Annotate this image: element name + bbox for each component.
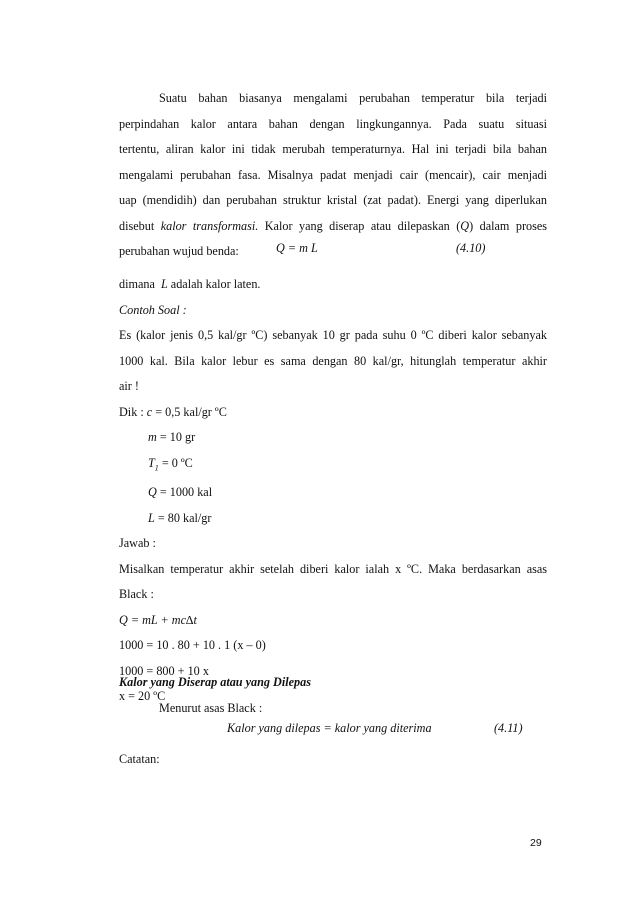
definition-line: dimana L adalah kalor laten. [119,277,261,291]
known-m: m = 10 gr [148,430,196,444]
example-block [119,272,547,710]
equation-4-10: Q = m L [276,241,318,255]
paragraph-line: tertentu, aliran kalor ini tidak merubah temperaturnya. Hal ini terjadi bila bahan [119,142,547,156]
answer-label: Jawab : [119,536,156,551]
equation-4-11: Kalor yang dilepas = kalor yang diterima [227,721,432,735]
section-heading: Kalor yang Diserap atau yang Dilepas [119,675,311,689]
known-l: L = 80 kal/gr [148,510,212,525]
known-c: Dik : c = 0,5 kal/gr ºC [119,404,227,419]
known-q: Q = 1000 kal [148,485,213,500]
notes-label: Catatan: [119,752,160,766]
calc-line: 1000 = 10 . 80 + 10 . 1 (x – 0) [119,638,266,653]
answer-line: Black : [119,587,154,602]
intro-paragraph [119,86,547,265]
paragraph-line: Suatu bahan biasanya mengalami perubahan temperatur bila terjadi [159,91,547,105]
paragraph-line: uap (mendidih) dan perubahan struktur kristal (zat padat). Energi yang diperlukan [119,193,547,207]
paragraph-line: mengalami perubahan fasa. Misalnya padat menjadi cair (mencair), cair menjadi [119,167,547,182]
problem-line: 1000 kal. Bila kalor lebur es sama dengan 80 kal/gr, hitunglah temperatur akhir [119,353,547,368]
equation-number-4-10: (4.10) [456,241,486,255]
section-line: Menurut asas Black : [159,700,263,715]
calc-formula: Q = mL + mc∆t [119,612,197,627]
known-t1: $T_1 = 0$ ºC [148,455,193,472]
answer-line: Misalkan temperatur akhir setelah diberi kalor ialah x ºC. Maka berdasarkan asas [119,561,547,576]
example-heading: Contoh Soal : [119,302,187,317]
calc-result: x = 20 ºC [119,689,166,704]
problem-line: air ! [119,379,139,393]
calc-line: 1000 = 800 + 10 x [119,663,209,678]
term-kalor-transformasi: kalor transformasi. [160,218,259,233]
paragraph-line: perubahan wujud benda: [119,244,239,258]
paragraph-line: disebut kalor transformasi. Kalor yang diserap atau dilepaskan (Q) dalam proses [119,218,547,233]
notes-block [119,747,547,773]
page-number: 29 [530,837,542,849]
problem-line: Es (kalor jenis 0,5 kal/gr ºC) sebanyak 10 gr pada suhu 0 ºC diberi kalor sebanyak [119,328,547,342]
equation-number-4-11: (4.11) [494,721,523,735]
section-block [119,670,547,721]
paragraph-line: perpindahan kalor antara bahan dengan lingkungannya. Pada suatu situasi [119,116,547,131]
